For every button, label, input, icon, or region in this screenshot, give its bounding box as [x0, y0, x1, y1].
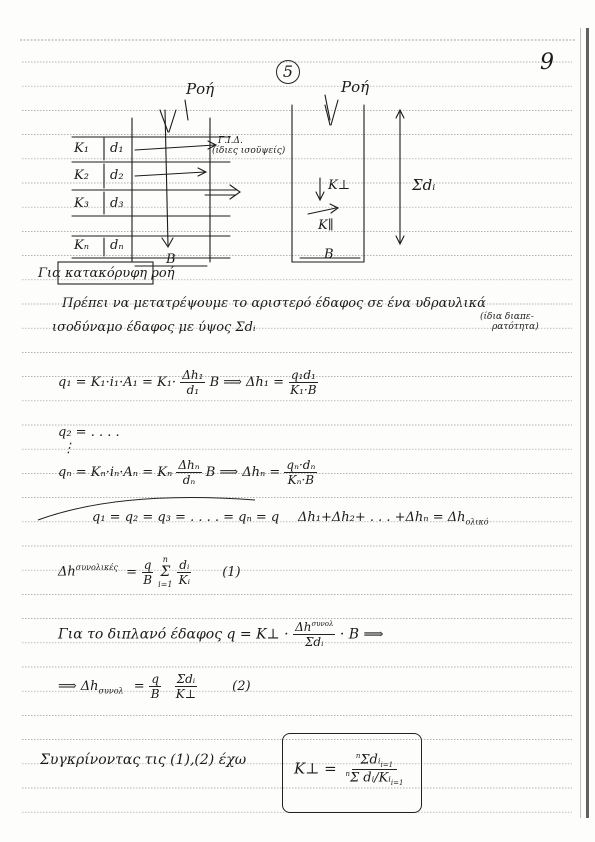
equation-sum-head-loss — [298, 510, 489, 527]
eq2-q-over-b: $\frac{q}{B}$ — [150, 672, 160, 701]
eq1-left: q₁ = K₁·i₁·A₁ = K₁· — [58, 375, 177, 390]
equation-dots: ⋮ — [62, 441, 75, 456]
equipotential-note-1: Γ.Ι.Δ. — [218, 136, 243, 146]
thickness-d1: d₁ — [110, 141, 124, 156]
layered-end: · B ⟹ — [339, 626, 384, 643]
equation-layer-2: q₂ = . . . . — [58, 425, 120, 440]
eq2-sum-over-k: $\frac{\text{Σdᵢ}}{K\perp}$ — [175, 672, 197, 701]
width-label-right: B — [324, 247, 334, 262]
sum-dh-sub: ολικό — [465, 517, 489, 527]
eqn-gradient: $\frac{\text{Δhₙ}}{\text{dₙ}}$ — [178, 458, 200, 487]
result-lhs: K⊥ = — [294, 759, 337, 778]
eq2-left: ⟹ Δh — [58, 679, 99, 694]
equivalent-soil-equation — [58, 620, 384, 649]
eqn-result: $\frac{\text{qₙ·dₙ}}{\text{Kₙ·B}}$ — [286, 458, 316, 487]
eq1-mid: B ⟹ Δh₁ = — [209, 375, 285, 390]
sum-dh-text: Δh₁+Δh₂+ . . . +Δhₙ = Δh — [298, 510, 466, 525]
layer-k1: K₁ — [74, 141, 89, 156]
eq-total-sum: n Σ i=1 — [158, 555, 173, 589]
equation-equal-discharge: q₁ = q₂ = q₃ = . . . . = qₙ = q — [92, 510, 280, 525]
layer-kn: Kₙ — [74, 238, 89, 253]
eq-total-sup: συνολικές — [75, 563, 118, 573]
section-heading: Για κατακόρυφη ροή — [38, 266, 175, 281]
total-thickness-label: Σdᵢ — [412, 176, 436, 194]
flow-label-right: Ροή — [341, 78, 370, 96]
eq-total-q-over-b: $\frac{q}{B}$ — [143, 557, 153, 587]
paragraph-line-2: ισοδύναμο έδαφος με ύψος Σdᵢ — [52, 320, 256, 335]
equation-1: $\Delta h^{\sigma\upsilon\nu o\lambda\iota\kappa έ\varsigma}$ = $\frac{q}{B}$ n Σ i=1 $\frac{\text{dᵢ}}{\text{Kᵢ}}$ (1) — [58, 555, 241, 589]
k-par-label: K∥ — [318, 218, 334, 233]
result-equation — [294, 752, 407, 787]
layered-fraction: $\frac{\Delta h^{\sigma\upsilon\nu o\lambda}}{\text{Σdᵢ}}$ — [295, 620, 334, 649]
eq2-sub: συνολ — [98, 686, 124, 696]
layered-text: Για το διπλανό έδαφος q = K⊥ · — [58, 626, 289, 643]
paragraph-line-1: Πρέπει να μετατρέψουμε το αριστερό έδαφος σε ένα υδραυλικά — [62, 296, 486, 311]
eqn-left: qₙ = Kₙ·iₙ·Aₙ = Kₙ — [58, 465, 173, 480]
eq-total-d-over-k: $\frac{\text{dᵢ}}{\text{Kᵢ}}$ — [178, 557, 191, 587]
width-label-left: B — [166, 252, 176, 267]
circled-number-text: 5 — [282, 62, 294, 81]
equation-layer-n — [58, 458, 317, 487]
layer-k3: K₃ — [74, 196, 89, 211]
paragraph-note-2: ρατότητα) — [492, 322, 539, 332]
thickness-d2: d₂ — [110, 168, 124, 183]
eqn-mid: B ⟹ Δhₙ = — [205, 465, 281, 480]
result-fraction: $^n$Σdᵢ$_{i=1}$ $^n$Σ dᵢ/Kᵢ$_{i=1}$ — [345, 752, 404, 787]
comparison-text: Συγκρίνοντας τις (1),(2) έχω — [40, 752, 247, 768]
k-perp-label: K⊥ — [328, 178, 350, 193]
eq1-gradient: $\frac{\text{Δh₁}}{\text{d₁}}$ — [182, 368, 204, 397]
eq1-result: $\frac{\text{q₁d₁}}{\text{K₁·B}}$ — [290, 368, 317, 397]
equation-layer-1 — [58, 368, 319, 397]
eq-total-label: Δh — [58, 564, 76, 580]
equation-2-tag: (2) — [232, 679, 251, 694]
flow-label-left: Ροή — [186, 80, 215, 98]
thickness-dn: dₙ — [110, 238, 124, 253]
paragraph-note-1: (ίδια διαπε- — [480, 312, 534, 322]
thickness-d3: d₃ — [110, 196, 124, 211]
layer-k2: K₂ — [74, 168, 89, 183]
equation-1-tag: (1) — [222, 564, 241, 580]
equipotential-note-2: (ίδιες ισοϋψείς) — [212, 146, 286, 156]
equation-2: ⟹ $\Delta h_{\sigma\upsilon\nu o\lambda}$ = $\frac{q}{B}$ $\frac{\text{Σdᵢ}}{K\perp}$ (2) — [58, 672, 251, 701]
page-number: 9 — [540, 50, 554, 75]
